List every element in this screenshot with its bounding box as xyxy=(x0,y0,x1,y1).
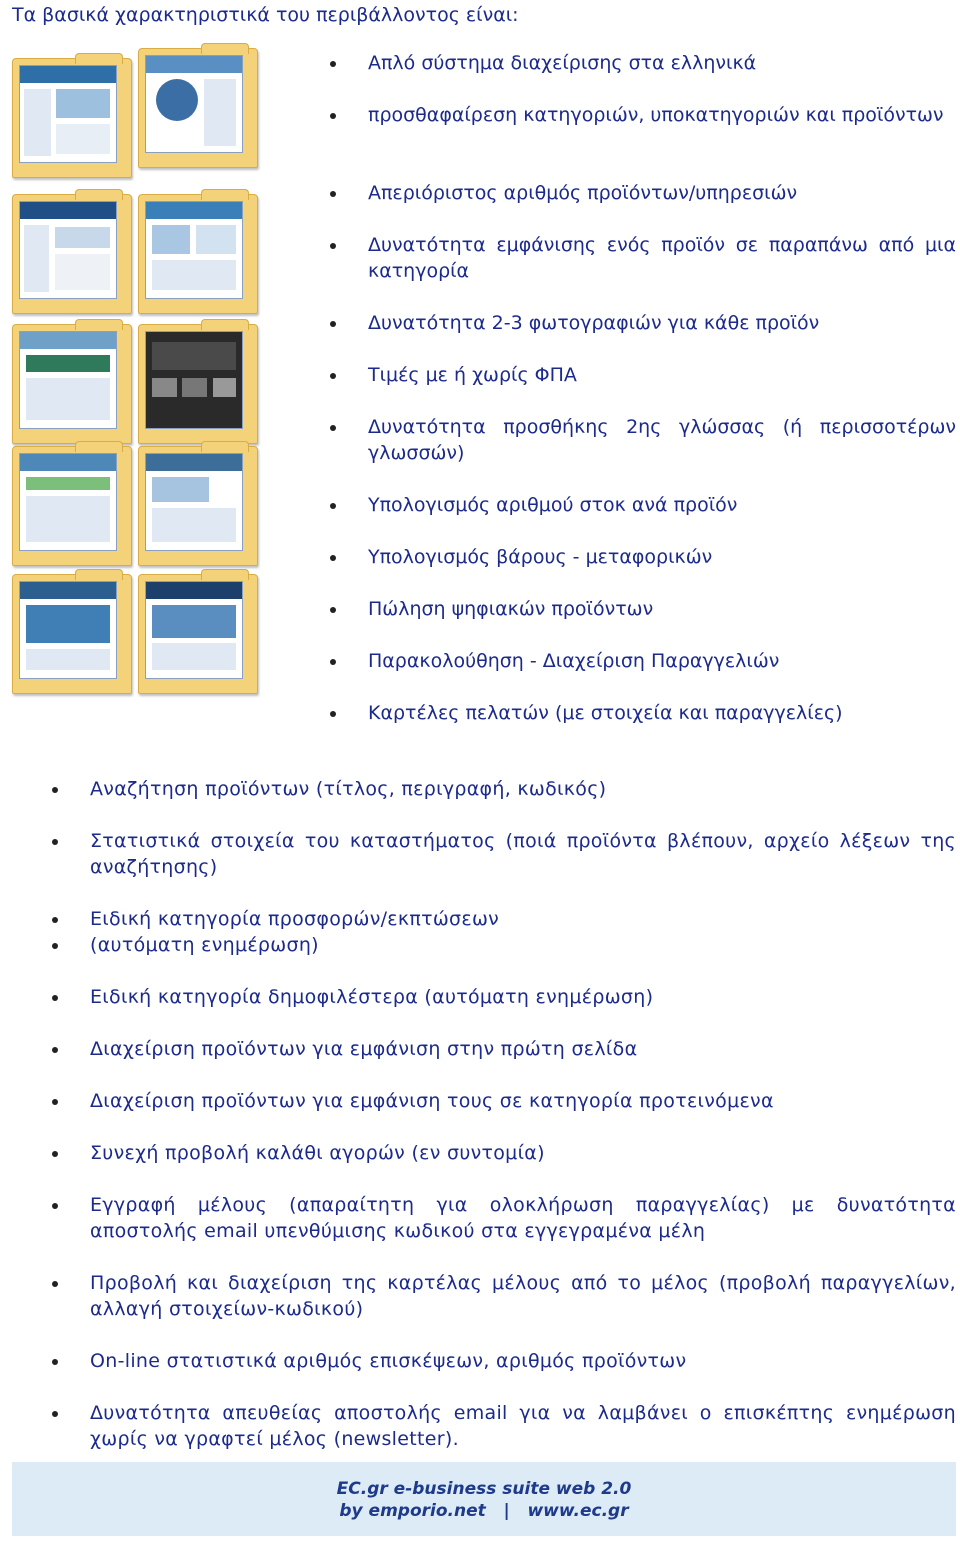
list-item: Πώληση ψηφιακών προϊόντων xyxy=(330,596,956,622)
list-item: Συνεχή προβολή καλάθι αγορών (εν συντομία) xyxy=(52,1140,956,1166)
template-thumbnail xyxy=(12,446,132,566)
template-thumbnail xyxy=(12,324,132,444)
list-item: Ειδική κατηγορία δημοφιλέστερα (αυτόματη ενημέρωση) xyxy=(52,984,956,1010)
list-item: Διαχείριση προϊόντων για εμφάνιση τους σε κατηγορία προτεινόμενα xyxy=(52,1088,956,1114)
list-item: Δυνατότητα προσθήκης 2ης γλώσσας (ή περισσοτέρων γλωσσών) xyxy=(330,414,956,466)
list-item: Στατιστικά στοιχεία του καταστήματος (ποιά προϊόντα βλέπουν, αρχείο λέξεων της αναζήτησης) xyxy=(52,828,956,880)
footer-banner xyxy=(12,1462,956,1536)
list-item: Δυνατότητα απευθείας αποστολής email για να λαμβάνει ο επισκέπτης ενημέρωση χωρίς να γραφτεί μέλος (newsletter). xyxy=(52,1400,956,1452)
list-item: Εγγραφή μέλους (απαραίτητη για ολοκλήρωση παραγγελίας) με δυνατότητα αποστολής email υπενθύμισης κωδικού στα εγγεγραμένα μέλη xyxy=(52,1192,956,1244)
template-thumbnail xyxy=(138,574,258,694)
list-item: Προβολή και διαχείριση της καρτέλας μέλους από το μέλος (προβολή παραγγελίων, αλλαγή στοιχείων-κωδικού) xyxy=(52,1270,956,1322)
list-item: Απεριόριστος αριθμός προϊόντων/υπηρεσιών xyxy=(330,180,956,206)
template-thumbnail xyxy=(138,324,258,444)
list-item: προσθαφαίρεση κατηγοριών, υποκατηγοριών και προϊόντων xyxy=(330,102,956,128)
list-item: (αυτόματη ενημέρωση) xyxy=(52,932,956,958)
list-item: On-line στατιστικά αριθμός επισκέψεων, αριθμός προϊόντων xyxy=(52,1348,956,1374)
template-thumbnail xyxy=(12,574,132,694)
intro-heading: Τα βασικά χαρακτηριστικά του περιβάλλοντος είναι: xyxy=(12,4,519,26)
template-thumbnail xyxy=(12,58,132,178)
template-thumbnail xyxy=(12,194,132,314)
footer-title: EC.gr e-business suite web 2.0 xyxy=(336,1479,632,1499)
list-item: Διαχείριση προϊόντων για εμφάνιση στην πρώτη σελίδα xyxy=(52,1036,956,1062)
template-thumbnail xyxy=(138,194,258,314)
list-item: Τιμές με ή χωρίς ΦΠΑ xyxy=(330,362,956,388)
list-item: Δυνατότητα 2-3 φωτογραφιών για κάθε προϊόν xyxy=(330,310,956,336)
list-item: Δυνατότητα εμφάνισης ενός προϊόν σε παραπάνω από μια κατηγορία xyxy=(330,232,956,284)
list-item: Απλό σύστημα διαχείρισης στα ελληνικά xyxy=(330,50,956,76)
template-thumbnail xyxy=(138,48,258,168)
template-thumbnail xyxy=(138,446,258,566)
list-item: Αναζήτηση προϊόντων (τίτλος, περιγραφή, κωδικός) xyxy=(52,776,956,802)
list-item: Καρτέλες πελατών (με στοιχεία και παραγγελίες) xyxy=(330,700,956,726)
footer-credits: by emporio.net | www.ec.gr xyxy=(339,1501,629,1521)
list-item: Υπολογισμός αριθμού στοκ ανά προϊόν xyxy=(330,492,956,518)
list-item: Παρακολούθηση - Διαχείριση Παραγγελιών xyxy=(330,648,956,674)
template-thumbnails xyxy=(10,48,260,698)
list-item: Ειδική κατηγορία προσφορών/εκπτώσεων xyxy=(52,906,956,932)
list-item: Υπολογισμός βάρους - μεταφορικών xyxy=(330,544,956,570)
